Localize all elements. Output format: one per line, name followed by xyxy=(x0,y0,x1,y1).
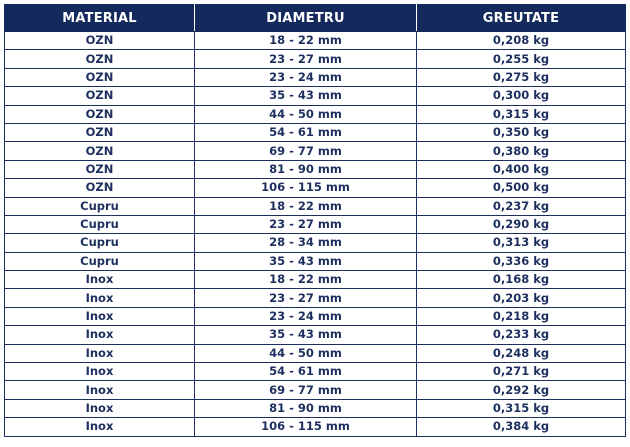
cell-material: Inox xyxy=(5,289,195,307)
cell-greutate: 0,400 kg xyxy=(417,160,626,178)
cell-material: OZN xyxy=(5,160,195,178)
cell-diametru: 23 - 27 mm xyxy=(195,289,417,307)
cell-material: OZN xyxy=(5,50,195,68)
cell-material: OZN xyxy=(5,105,195,123)
cell-diametru: 23 - 27 mm xyxy=(195,215,417,233)
cell-greutate: 0,203 kg xyxy=(417,289,626,307)
cell-material: Inox xyxy=(5,363,195,381)
cell-diametru: 18 - 22 mm xyxy=(195,32,417,50)
table-row xyxy=(5,307,626,325)
cell-greutate: 0,300 kg xyxy=(417,87,626,105)
table-row xyxy=(5,50,626,68)
table-row xyxy=(5,252,626,270)
header-material: MATERIAL xyxy=(5,5,195,32)
cell-diametru: 35 - 43 mm xyxy=(195,87,417,105)
table-body xyxy=(5,32,626,437)
table-row xyxy=(5,197,626,215)
weight-table xyxy=(4,4,626,437)
table-row xyxy=(5,160,626,178)
cell-material: Inox xyxy=(5,399,195,417)
cell-diametru: 81 - 90 mm xyxy=(195,399,417,417)
table-row xyxy=(5,326,626,344)
cell-diametru: 23 - 24 mm xyxy=(195,307,417,325)
cell-diametru: 23 - 27 mm xyxy=(195,50,417,68)
cell-diametru: 69 - 77 mm xyxy=(195,381,417,399)
table-row xyxy=(5,68,626,86)
cell-greutate: 0,275 kg xyxy=(417,68,626,86)
table-row xyxy=(5,142,626,160)
header-row xyxy=(5,5,626,32)
table-header xyxy=(5,5,626,32)
cell-greutate: 0,248 kg xyxy=(417,344,626,362)
table-row xyxy=(5,123,626,141)
cell-greutate: 0,255 kg xyxy=(417,50,626,68)
cell-greutate: 0,500 kg xyxy=(417,179,626,197)
cell-greutate: 0,271 kg xyxy=(417,363,626,381)
cell-greutate: 0,380 kg xyxy=(417,142,626,160)
cell-greutate: 0,218 kg xyxy=(417,307,626,325)
cell-material: OZN xyxy=(5,179,195,197)
cell-diametru: 69 - 77 mm xyxy=(195,142,417,160)
table-row xyxy=(5,234,626,252)
cell-greutate: 0,350 kg xyxy=(417,123,626,141)
cell-diametru: 18 - 22 mm xyxy=(195,271,417,289)
table-row xyxy=(5,289,626,307)
cell-diametru: 54 - 61 mm xyxy=(195,123,417,141)
cell-material: OZN xyxy=(5,68,195,86)
cell-diametru: 28 - 34 mm xyxy=(195,234,417,252)
cell-diametru: 106 - 115 mm xyxy=(195,418,417,436)
cell-diametru: 106 - 115 mm xyxy=(195,179,417,197)
cell-material: Inox xyxy=(5,307,195,325)
cell-diametru: 23 - 24 mm xyxy=(195,68,417,86)
cell-material: Inox xyxy=(5,418,195,436)
table-row xyxy=(5,87,626,105)
weight-table-container xyxy=(4,4,625,437)
table-row xyxy=(5,215,626,233)
cell-greutate: 0,313 kg xyxy=(417,234,626,252)
cell-greutate: 0,208 kg xyxy=(417,32,626,50)
cell-material: OZN xyxy=(5,32,195,50)
cell-diametru: 35 - 43 mm xyxy=(195,326,417,344)
cell-greutate: 0,384 kg xyxy=(417,418,626,436)
cell-material: Inox xyxy=(5,381,195,399)
table-row xyxy=(5,271,626,289)
cell-material: Inox xyxy=(5,344,195,362)
table-row xyxy=(5,363,626,381)
table-row xyxy=(5,105,626,123)
cell-diametru: 18 - 22 mm xyxy=(195,197,417,215)
cell-greutate: 0,168 kg xyxy=(417,271,626,289)
cell-greutate: 0,292 kg xyxy=(417,381,626,399)
cell-greutate: 0,290 kg xyxy=(417,215,626,233)
table-row xyxy=(5,418,626,436)
cell-material: OZN xyxy=(5,87,195,105)
cell-greutate: 0,237 kg xyxy=(417,197,626,215)
cell-diametru: 44 - 50 mm xyxy=(195,105,417,123)
cell-material: Cupru xyxy=(5,215,195,233)
cell-diametru: 44 - 50 mm xyxy=(195,344,417,362)
table-row xyxy=(5,32,626,50)
cell-greutate: 0,336 kg xyxy=(417,252,626,270)
cell-diametru: 81 - 90 mm xyxy=(195,160,417,178)
cell-material: OZN xyxy=(5,142,195,160)
table-row xyxy=(5,381,626,399)
cell-greutate: 0,315 kg xyxy=(417,399,626,417)
cell-greutate: 0,315 kg xyxy=(417,105,626,123)
cell-diametru: 35 - 43 mm xyxy=(195,252,417,270)
cell-material: Cupru xyxy=(5,197,195,215)
cell-material: Cupru xyxy=(5,252,195,270)
cell-material: Cupru xyxy=(5,234,195,252)
table-row xyxy=(5,399,626,417)
cell-material: Inox xyxy=(5,271,195,289)
cell-diametru: 54 - 61 mm xyxy=(195,363,417,381)
header-greutate: GREUTATE xyxy=(417,5,626,32)
header-diametru: DIAMETRU xyxy=(195,5,417,32)
cell-material: OZN xyxy=(5,123,195,141)
cell-material: Inox xyxy=(5,326,195,344)
table-row xyxy=(5,179,626,197)
table-row xyxy=(5,344,626,362)
cell-greutate: 0,233 kg xyxy=(417,326,626,344)
